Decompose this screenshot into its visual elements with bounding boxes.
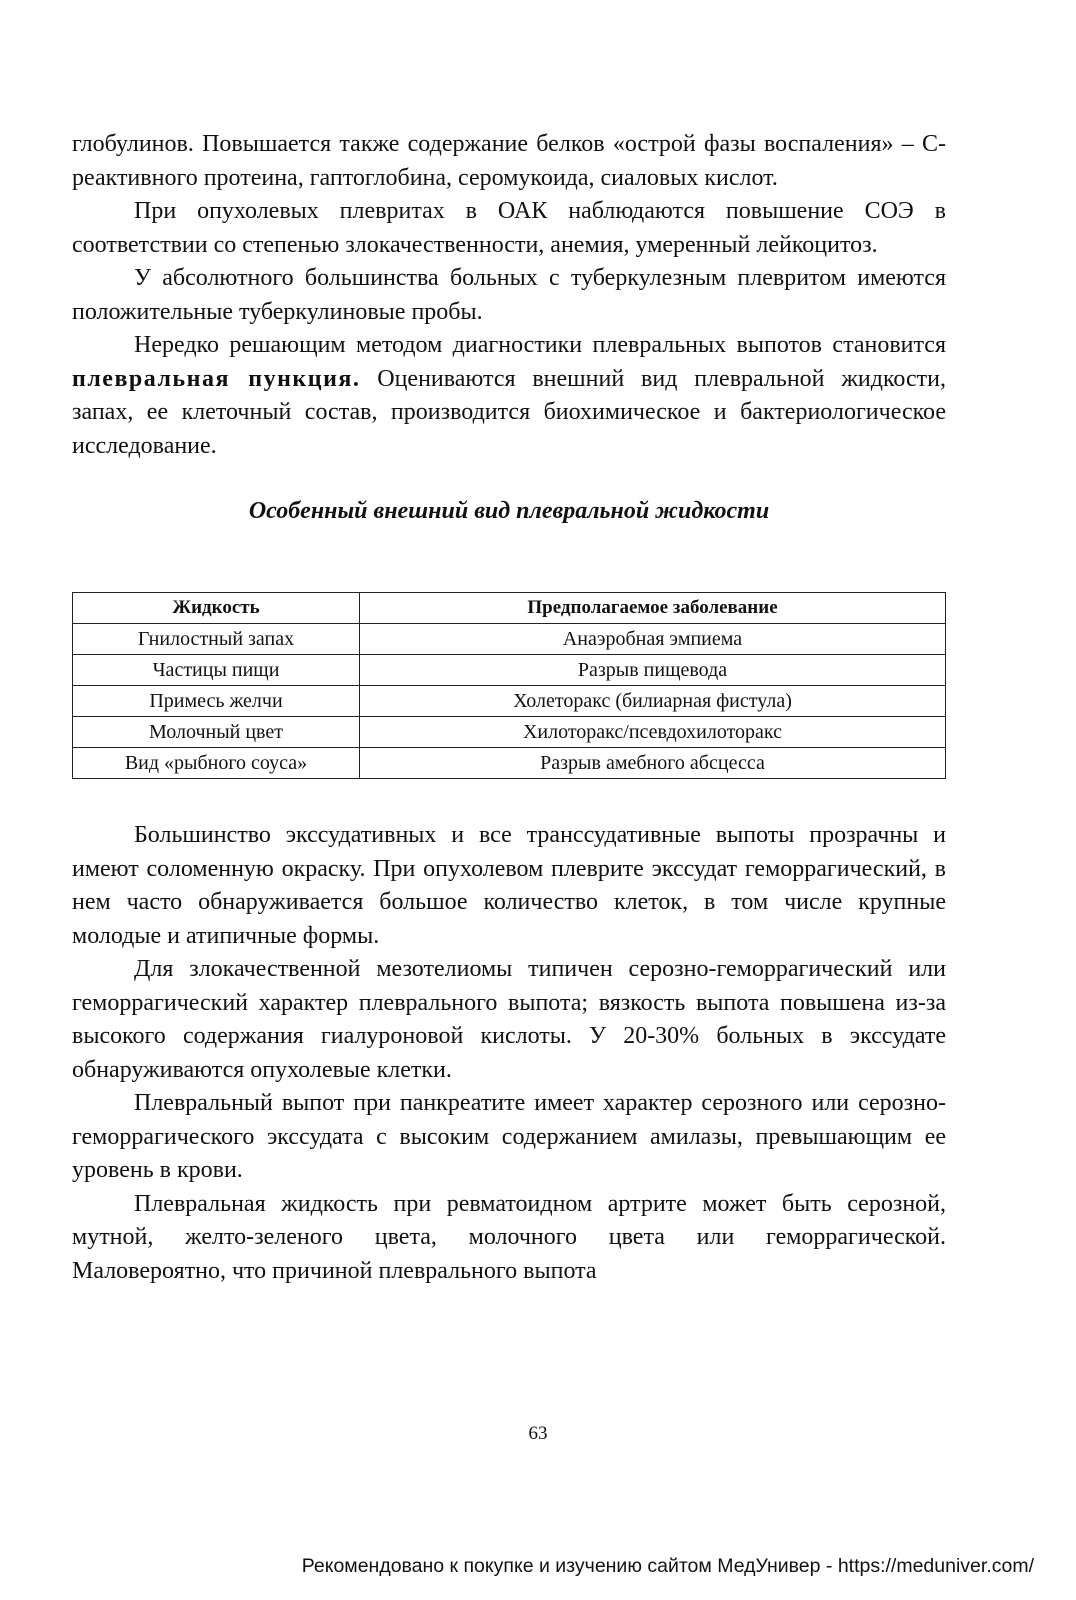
- table-cell-disease: Разрыв пищевода: [360, 655, 946, 686]
- table-row: [73, 717, 946, 748]
- table-cell-fluid: Примесь желчи: [73, 686, 360, 717]
- after-table-text: [72, 819, 946, 1288]
- paragraph-exudate-appearance: Большинство экссудативных и все транссудативные выпоты прозрачны и имеют соломенную окраску. При опухолевом плеврите экссудат геморрагический, в нем часто обнаруживается большое количество клеток, в том числе крупные молодые и атипичные формы.: [72, 822, 946, 949]
- table-cell-fluid: Молочный цвет: [73, 717, 360, 748]
- table-row: [73, 686, 946, 717]
- table-header-fluid: Жидкость: [73, 593, 360, 624]
- table-cell-disease: Хилоторакс/псевдохилоторакс: [360, 717, 946, 748]
- table-cell-fluid: Вид «рыбного соуса»: [73, 748, 360, 779]
- paragraph-pleural-puncture: [72, 329, 946, 463]
- paragraph-mesothelioma: Для злокачественной мезотелиомы типичен серозно-геморрагический или геморрагический характер плеврального выпота; вязкость выпота повышена из-за высокого содержания гиалуроновой кислоты. У 20-30% больных в экссудате обнаруживаются опухолевые клетки.: [72, 956, 946, 1083]
- table-row: [73, 748, 946, 779]
- section-heading: Особенный внешний вид плевральной жидкости: [248, 498, 770, 524]
- puncture-text-before: Нередко решающим методом диагностики плевральных выпотов становится: [134, 332, 946, 358]
- page-number: 63: [528, 1423, 548, 1444]
- paragraph-tumor-pleurisy: При опухолевых плевритах в ОАК наблюдаются повышение СОЭ в соответствии со степенью злокачественности, анемия, умеренный лейкоцитоз.: [72, 198, 946, 258]
- footer-recommendation: Рекомендовано к покупке и изучению сайтом МедУнивер - https://meduniver.com/: [301, 1555, 1034, 1577]
- table-cell-disease: Холеторакс (билиарная фистула): [360, 686, 946, 717]
- table-row: [73, 655, 946, 686]
- table-cell-disease: Разрыв амебного абсцесса: [360, 748, 946, 779]
- pleural-fluid-table: [72, 592, 946, 779]
- puncture-bold-term: плевральная пункция.: [72, 365, 361, 392]
- table-cell-fluid: Гнилостный запах: [73, 624, 360, 655]
- page-body: [72, 128, 946, 1288]
- table-row: [73, 624, 946, 655]
- table-header-disease: Предполагаемое заболевание: [360, 593, 946, 624]
- paragraph-rheumatoid-arthritis: Плевральная жидкость при ревматоидном артрите может быть серозной, мутной, желто-зеленого цвета, молочного цвета или геморрагической. Маловероятно, что причиной плеврального выпота: [72, 1190, 946, 1284]
- table-header-row: [73, 593, 946, 624]
- table-cell-fluid: Частицы пищи: [73, 655, 360, 686]
- paragraph-tuberculous-pleurisy: У абсолютного большинства больных с туберкулезным плевритом имеются положительные туберкулиновые пробы.: [72, 265, 946, 325]
- paragraph-pancreatitis: Плевральный выпот при панкреатите имеет характер серозного или серозно-геморрагического экссудата с высоким содержанием амилазы, превышающим ее уровень в крови.: [72, 1090, 946, 1183]
- puncture-text-after: Оцениваются внешний вид плевральной жидкости, запах, ее клеточный состав, производится биохимическое и бактериологическое исследование.: [72, 365, 947, 459]
- table-cell-disease: Анаэробная эмпиема: [360, 624, 946, 655]
- intro-paragraph: глобулинов. Повышается также содержание белков «острой фазы воспаления» – С-реактивного протеина, гаптоглобина, серомукоида, сиаловых кислот.: [72, 131, 946, 191]
